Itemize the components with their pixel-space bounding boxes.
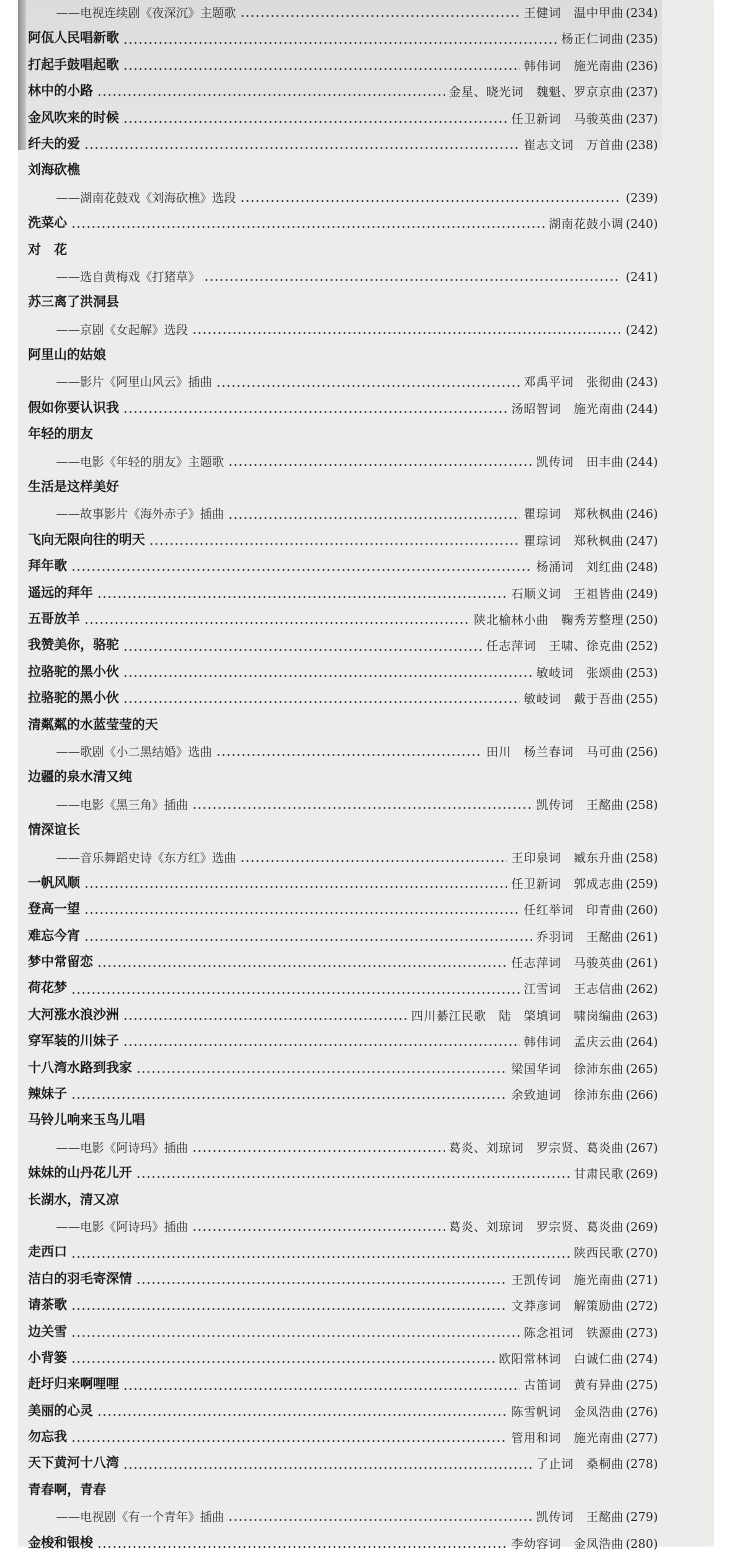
toc-heading [28,1478,658,1504]
page-number: (249) [625,586,658,601]
dot-leader [71,992,520,994]
toc-subentry [28,0,658,26]
entry-credit: 杨正仁词曲 [561,32,624,47]
toc-entry [28,950,658,976]
entry-credit: 了止词 桑桐曲 [536,1457,624,1472]
dot-leader [71,1361,495,1363]
dot-leader [71,1308,507,1310]
entry-title: 十八湾水路到我家 [28,1060,133,1076]
toc-heading [28,818,658,844]
toc-heading [28,422,658,448]
dot-leader [192,1150,445,1152]
entry-title: 梦中常留恋 [28,955,94,971]
entry-title: 走西口 [28,1245,68,1261]
entry-title: 请茶歌 [28,1298,68,1314]
entry-title: 飞向无限向往的明天 [28,532,146,548]
entry-credit: 葛炎、刘琼词 罗宗贤、葛炎曲 [448,1140,624,1155]
dot-leader [123,675,532,677]
entry-title: 大河涨水浪沙洲 [28,1007,120,1023]
entry-credit: 凯传词 王酩曲 [536,1510,624,1525]
dot-leader [123,1018,407,1020]
toc-entry [28,79,658,105]
toc-entry [28,1161,658,1187]
entry-credit: 王健词 温中甲曲 [523,6,624,20]
entry-title: 拉骆驼的黑小伙 [28,691,120,707]
entry-title: 登高一望 [28,902,81,918]
entry-credit: 任志萍词 马骏英曲 [511,956,624,971]
entry-title: 纤夫的爱 [28,136,81,152]
page-number: (279) [625,1510,658,1525]
toc-entry [28,1399,658,1425]
page-number: (272) [625,1299,658,1314]
toc-entry [28,897,658,923]
entry-title: 情深谊长 [28,823,81,839]
page-number: (266) [625,1088,658,1103]
page-number: (263) [625,1008,658,1023]
entry-source: ——电影《阿诗玛》插曲 [56,1140,189,1155]
toc-subentry [28,792,658,818]
entry-credit: 甘肃民歌 [573,1167,624,1182]
page-number: (276) [625,1404,658,1419]
entry-source: ——电影《阿诗玛》插曲 [56,1219,189,1234]
entry-title: 打起手鼓唱起歌 [28,57,120,73]
page-number: (275) [625,1378,658,1393]
entry-title: 妹妹的山丹花儿开 [28,1166,133,1182]
entry-title: 难忘今宵 [28,928,81,944]
page-number: (267) [625,1140,658,1155]
toc-entry [28,554,658,580]
page-number: (258) [625,797,658,812]
dot-leader [97,94,445,96]
dot-leader [204,279,620,281]
entry-credit: 古笛词 黄有异曲 [523,1378,624,1393]
entry-credit: 任卫新词 郭成志曲 [511,876,624,891]
entry-credit: 凯传词 王酩曲 [536,797,624,812]
entry-source: ——电视剧《有一个青年》插曲 [56,1510,225,1525]
toc-subentry [28,501,658,527]
dot-leader [123,701,520,703]
page-number: (239) [625,190,658,205]
dot-leader [97,1546,507,1548]
toc-entry [28,26,658,52]
entry-title: 阿佤人民唱新歌 [28,31,120,47]
dot-leader [136,1071,507,1073]
entry-credit: 杨涌词 刘红曲 [536,560,624,575]
entry-title: 穿军装的川妹子 [28,1034,120,1050]
page-number: (243) [625,375,658,390]
dot-leader [123,1044,520,1046]
dot-leader [149,543,520,545]
toc-entry [28,660,658,686]
entry-title: 金梭和银梭 [28,1535,94,1551]
dot-leader [71,1256,570,1258]
entry-source: ——京剧《女起解》选段 [56,322,189,337]
toc-heading [28,765,658,791]
dot-leader [240,200,620,202]
dot-leader [71,226,545,228]
toc-entry [28,633,658,659]
dot-leader [228,517,520,519]
dot-leader [216,385,520,387]
dot-leader [71,1335,520,1337]
toc-subentry [28,1504,658,1530]
toc-entry [28,528,658,554]
entry-credit: 石顺义词 王祖皆曲 [511,586,624,601]
entry-title: 小背篓 [28,1350,68,1366]
toc-entry [28,132,658,158]
dot-leader [84,147,520,149]
table-of-contents [28,0,658,1557]
dot-leader [123,1467,532,1469]
toc-entry [28,1029,658,1055]
toc-subentry [28,369,658,395]
dot-leader [97,596,507,598]
entry-title: 荷花梦 [28,981,68,997]
toc-subentry [28,185,658,211]
toc-entry [28,106,658,132]
toc-heading [28,343,658,369]
page-number: (262) [625,982,658,997]
entry-title: 长湖水，清又凉 [28,1192,120,1208]
page-number: (246) [625,507,658,522]
toc-entry [28,1451,658,1477]
entry-credit: 邓禹平词 张彻曲 [523,375,624,390]
page-number: (277) [625,1431,658,1446]
page-number: (250) [625,612,658,627]
toc-entry [28,211,658,237]
toc-entry [28,1082,658,1108]
entry-title: 金风吹来的时候 [28,110,120,126]
entry-credit: 葛炎、刘琼词 罗宗贤、葛炎曲 [448,1219,624,1234]
toc-heading [28,475,658,501]
dot-leader [123,68,520,70]
toc-heading [28,713,658,739]
page-number: (258) [625,850,658,865]
dot-leader [136,1176,570,1178]
toc-entry [28,1003,658,1029]
page-number: (269) [625,1167,658,1182]
toc-entry [28,976,658,1002]
entry-credit: 田川 杨兰春词 马可曲 [486,744,624,759]
entry-credit: 陈雪帆词 金凤浩曲 [511,1404,624,1419]
dot-leader [123,121,507,123]
page-number: (264) [625,1035,658,1050]
toc-entry [28,396,658,422]
entry-credit: 文莽彦词 解策励曲 [511,1299,624,1314]
dot-leader [228,1519,532,1521]
entry-title: 对 花 [28,242,68,258]
entry-source: ——电视连续剧《夜深沉》主题歌 [56,6,237,20]
page-number: (234) [625,6,658,20]
toc-subentry [28,449,658,475]
toc-entry [28,53,658,79]
entry-credit: 李幼容词 金凤浩曲 [511,1536,624,1551]
page-number: (240) [625,217,658,232]
page-number: (237) [625,85,658,100]
entry-source: ——电影《黑三角》插曲 [56,797,189,812]
toc-entry [28,1372,658,1398]
entry-title: 洁白的羽毛寄深情 [28,1271,133,1287]
dot-leader [123,1388,520,1390]
page-number: (261) [625,956,658,971]
toc-entry [28,1425,658,1451]
dot-leader [71,569,532,571]
page-number: (247) [625,533,658,548]
dot-leader [97,965,507,967]
entry-source: ——故事影片《海外赤子》插曲 [56,507,225,522]
page-number: (256) [625,744,658,759]
page-number: (274) [625,1351,658,1366]
entry-title: 边关雪 [28,1324,68,1340]
toc-entry [28,1267,658,1293]
dot-leader [228,464,532,466]
entry-title: 一帆风顺 [28,875,81,891]
entry-title: 美丽的心灵 [28,1403,94,1419]
dot-leader [136,1282,507,1284]
page-number: (244) [625,454,658,469]
dot-leader [240,15,520,17]
entry-source: ——音乐舞蹈史诗《东方红》选曲 [56,850,237,865]
entry-title: 赶圩归来啊哩哩 [28,1377,120,1393]
toc-heading [28,1188,658,1214]
entry-title: 辣妹子 [28,1087,68,1103]
entry-credit: 任志萍词 王啸、徐克曲 [486,639,624,654]
dot-leader [84,912,520,914]
entry-title: 青春啊，青春 [28,1482,107,1498]
page-number: (237) [625,111,658,126]
page-number: (261) [625,929,658,944]
toc-entry [28,871,658,897]
entry-credit: 陕西民歌 [573,1246,624,1261]
entry-title: 拉骆驼的黑小伙 [28,664,120,680]
entry-credit: 欧阳常林词 白诚仁曲 [498,1351,624,1366]
entry-title: 拜年歌 [28,559,68,575]
entry-credit: 四川綦江民歌 陆 棨填词 啸岗编曲 [411,1008,624,1023]
page-number: (269) [625,1219,658,1234]
toc-subentry [28,317,658,343]
entry-credit: 湖南花鼓小调 [548,217,624,232]
toc-entry [28,1056,658,1082]
toc-entry [28,1346,658,1372]
entry-source: ——选自黄梅戏《打猪草》 [56,269,201,284]
toc-subentry [28,739,658,765]
toc-subentry [28,1135,658,1161]
entry-title: 年轻的朋友 [28,427,94,443]
page-number: (238) [625,137,658,152]
entry-credit: 江雪词 王志信曲 [523,982,624,997]
toc-entry [28,581,658,607]
entry-title: 我赞美你，骆驼 [28,638,120,654]
page-number: (270) [625,1246,658,1261]
entry-title: 五哥放羊 [28,611,81,627]
entry-title: 天下黄河十八湾 [28,1456,120,1472]
entry-credit: 任卫新词 马骏英曲 [511,111,624,126]
entry-title: 假如你要认识我 [28,400,120,416]
page-number: (273) [625,1325,658,1340]
dot-leader [216,754,482,756]
dot-leader [192,1229,445,1231]
entry-title: 刘海砍樵 [28,163,81,179]
entry-title: 林中的小路 [28,84,94,100]
dot-leader [97,1414,507,1416]
entry-title: 马铃儿响来玉鸟儿唱 [28,1113,146,1129]
entry-title: 边疆的泉水清又纯 [28,770,133,786]
entry-credit: 凯传词 田丰曲 [536,454,624,469]
entry-title: 勿忘我 [28,1430,68,1446]
entry-credit: 韩伟词 孟庆云曲 [523,1035,624,1050]
toc-heading [28,1108,658,1134]
entry-title: 清粼粼的水蓝莹莹的天 [28,717,159,733]
entry-credit: 余致迪词 徐沛东曲 [511,1088,624,1103]
entry-credit: 陕北榆林小曲 鞠秀芳整理 [473,612,624,627]
entry-credit: 王凯传词 施光南曲 [511,1272,624,1287]
toc-heading [28,290,658,316]
entry-source: ——电影《年轻的朋友》主题歌 [56,454,225,469]
dot-leader [123,42,557,44]
page-number: (236) [625,58,658,73]
page-number: (248) [625,560,658,575]
page-edge [18,0,26,150]
entry-title: 遥远的拜年 [28,585,94,601]
page-number: (260) [625,903,658,918]
entry-title: 阿里山的姑娘 [28,348,107,364]
entry-credit: 瞿琮词 郑秋枫曲 [523,507,624,522]
entry-credit: 梁国华词 徐沛东曲 [511,1061,624,1076]
page-number: (271) [625,1272,658,1287]
toc-heading [28,238,658,264]
dot-leader [192,807,532,809]
dot-leader [123,649,482,651]
toc-entry [28,607,658,633]
toc-heading [28,158,658,184]
dot-leader [123,411,507,413]
entry-source: ——歌剧《小二黑结婚》选曲 [56,744,213,759]
entry-credit: 金星、晓光词 魏魁、罗京京曲 [448,85,624,100]
toc-entry [28,686,658,712]
dot-leader [192,332,620,334]
entry-title: 洗菜心 [28,216,68,232]
page-number: (255) [625,692,658,707]
page-number: (244) [625,401,658,416]
entry-title: 苏三离了洪洞县 [28,295,120,311]
toc-entry [28,1240,658,1266]
toc-subentry [28,1214,658,1240]
dot-leader [240,860,507,862]
page-number: (235) [625,32,658,47]
entry-credit: 乔羽词 王酩曲 [536,929,624,944]
dot-leader [71,1440,507,1442]
toc-subentry [28,264,658,290]
entry-credit: 敏岐词 戴于吾曲 [523,692,624,707]
entry-credit: 汤昭智词 施光南曲 [511,401,624,416]
entry-credit: 管用和词 施光南曲 [511,1431,624,1446]
dot-leader [84,939,532,941]
entry-credit: 任红举词 印青曲 [523,903,624,918]
entry-title: 生活是这样美好 [28,480,120,496]
entry-credit: 崔志文词 万首曲 [523,137,624,152]
page-number: (265) [625,1061,658,1076]
entry-credit: 陈念祖词 铁源曲 [523,1325,624,1340]
entry-credit: 王印泉词 臧东升曲 [511,850,624,865]
toc-entry [28,1531,658,1557]
dot-leader [84,886,507,888]
entry-credit: 瞿琮词 郑秋枫曲 [523,533,624,548]
page-number: (280) [625,1536,658,1551]
page-number: (259) [625,876,658,891]
toc-entry [28,1320,658,1346]
page-number: (252) [625,639,658,654]
toc-subentry [28,845,658,871]
dot-leader [84,622,470,624]
entry-source: ——影片《阿里山风云》插曲 [56,375,213,390]
entry-credit: 敏岐词 张颂曲 [536,665,624,680]
page-number: (253) [625,665,658,680]
page-number: (241) [625,269,658,284]
entry-credit: 韩伟词 施光南曲 [523,58,624,73]
dot-leader [71,1097,507,1099]
page-number: (278) [625,1457,658,1472]
page-number: (242) [625,322,658,337]
toc-entry [28,1293,658,1319]
toc-entry [28,924,658,950]
entry-source: ——湖南花鼓戏《刘海砍樵》选段 [56,190,237,205]
